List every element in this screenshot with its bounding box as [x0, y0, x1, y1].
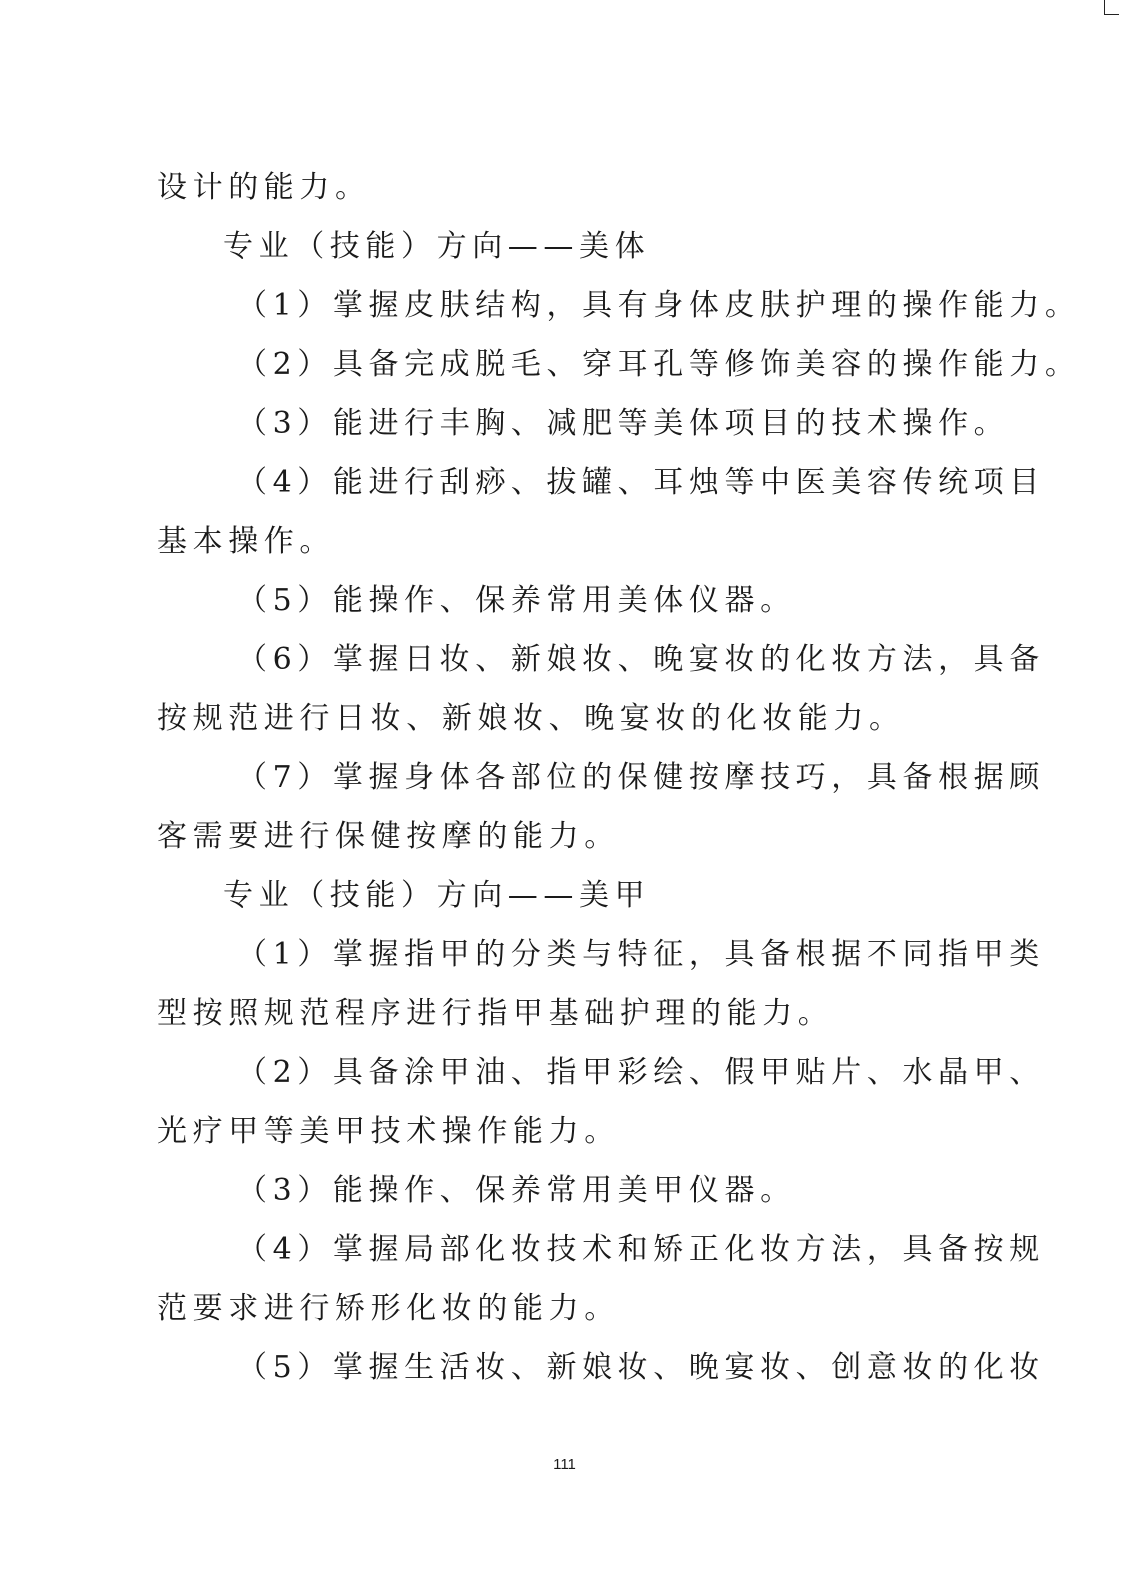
list-item: （5）掌握生活妆、新娘妆、晚宴妆、创意妆的化妆 — [237, 1350, 1045, 1385]
list-item: （2）具备完成脱毛、穿耳孔等修饰美容的操作能力。 — [237, 347, 1081, 382]
text-line: 基本操作。 — [157, 524, 335, 559]
crop-mark — [1104, 0, 1119, 15]
text-line: 客需要进行保健按摩的能力。 — [157, 819, 620, 854]
body-text — [157, 158, 1081, 1397]
list-item: （6）掌握日妆、新娘妆、晚宴妆的化妆方法，具备 — [237, 642, 1045, 677]
text-line: 设计的能力。 — [157, 170, 371, 205]
section-heading-meiti: 专业（技能）方向——美体 — [223, 229, 651, 264]
text-line: 范要求进行矫形化妆的能力。 — [157, 1291, 620, 1326]
list-item: （3）能操作、保养常用美甲仪器。 — [237, 1173, 796, 1208]
list-item: （2）具备涂甲油、指甲彩绘、假甲贴片、水晶甲、 — [237, 1055, 1045, 1090]
list-item: （4）能进行刮痧、拔罐、耳烛等中医美容传统项目 — [237, 465, 1045, 500]
list-item: （4）掌握局部化妆技术和矫正化妆方法，具备按规 — [237, 1232, 1045, 1267]
section-heading-meijia: 专业（技能）方向——美甲 — [223, 878, 651, 913]
list-item: （1）掌握指甲的分类与特征，具备根据不同指甲类 — [237, 937, 1045, 972]
text-line: 光疗甲等美甲技术操作能力。 — [157, 1114, 620, 1149]
list-item: （1）掌握皮肤结构，具有身体皮肤护理的操作能力。 — [237, 288, 1081, 323]
list-item: （5）能操作、保养常用美体仪器。 — [237, 583, 796, 618]
page-number: 111 — [553, 1456, 576, 1473]
list-item: （7）掌握身体各部位的保健按摩技巧，具备根据顾 — [237, 760, 1045, 795]
text-line: 型按照规范程序进行指甲基础护理的能力。 — [157, 996, 834, 1031]
text-line: 按规范进行日妆、新娘妆、晚宴妆的化妆能力。 — [157, 701, 905, 736]
list-item: （3）能进行丰胸、减肥等美体项目的技术操作。 — [237, 406, 1010, 441]
